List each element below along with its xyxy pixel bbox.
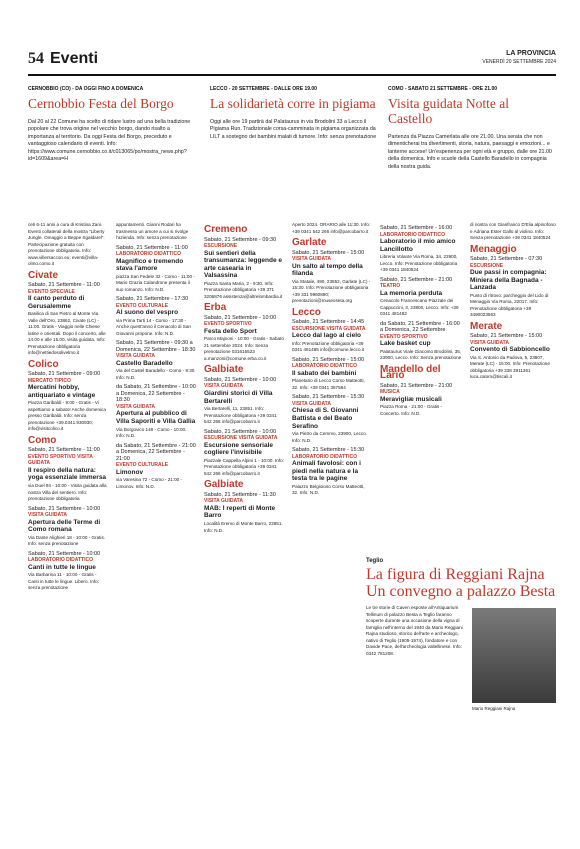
top-body: Oggi alle ore 19 partirà dal Palataurus in via Brodolini 33 a Lecco il Pigiama Run. Tradizionale corsa-camminata in pigiama organizzata da LILT a sostegno dei bambini malati di tumore. Info: senza prenotazione — [210, 119, 377, 140]
town-heading: Merate — [470, 320, 503, 332]
feature-title: La figura di Reggiani Rajna Un convegno a palazzo Besta — [366, 566, 556, 600]
top-tag: COMO - SABATO 21 SETTEMBRE - ORE 21.00 — [388, 86, 498, 92]
event-category: LABORATORIO DIDATTICO — [292, 363, 357, 370]
event-title: Castello Baradello — [116, 359, 173, 367]
event-text: Palataurus Viale Giacomo Brodolini, 35, 23900, Lecco. Info: Senza prenotazione — [380, 348, 462, 361]
event-title: Magnifico e tremendo stava l'amore — [116, 257, 184, 273]
listing-column — [204, 222, 284, 842]
event-category: EVENTO CULTURALE — [116, 302, 169, 309]
event-title: Chiesa di S. Giovanni Battista e del Beato Serafino — [292, 407, 359, 430]
event-title: Escursione sensoriale cogliere l'invisibile — [204, 441, 274, 457]
event-date: da Sabato, 21 Settembre - 16:00 a Domenica, 22 Settembre — [380, 320, 460, 334]
event-title: Convento di Sabbioncello — [470, 346, 550, 354]
event-category: EVENTO SPORTIVO — [204, 321, 252, 328]
top-tag: CERNOBBIO (CO) - DA OGGI FINO A DOMENICA — [28, 86, 144, 92]
event-category: TEATRO — [380, 283, 401, 290]
event-date: Sabato, 21 Settembre - 11:00 — [28, 447, 100, 454]
event-title: Mercatini hobby, antiquariato e vintage — [28, 384, 96, 399]
event-category: ESCURSIONE — [204, 243, 238, 249]
event-text: di nostra con Gianfranco D'Elia alpinofono e Adriana Ester Gallo al violino. Info: Senza prenotazione +39 0341 1840524 — [470, 222, 556, 240]
top-story — [388, 86, 556, 171]
event-date: Sabato, 21 Settembre - 15:30 — [292, 394, 365, 401]
event-date: Sabato, 21 Settembre - 17:30 — [116, 296, 189, 303]
listing-column — [380, 222, 462, 552]
event-category: LABORATORIO DIDATTICO — [292, 453, 357, 460]
event-text: Piazza Santa Maria, 2 - 9:30. Info: Prenotazione obbligatoria +39 371 3206876 assistenza@altrelombardia.it — [204, 280, 283, 299]
event-text: Parco Majnoni - 10:00 - Gratis - Sabato 21 settembre 2024. Info: Senza prenotazione 031615523 a.manzoni@comune.erba.co.it — [204, 336, 284, 361]
event-date: Sabato, 21 Settembre - 15:30 — [292, 447, 365, 454]
top-story — [28, 86, 194, 163]
event-date: Sabato, 21 Settembre - 15:00 — [292, 356, 365, 363]
feature-tag: Teglio — [366, 558, 384, 564]
event-category: ESCURSIONE VISITA GUIDATA — [204, 435, 278, 442]
event-text: Via Barbarina 11 - 10:00 - Gratis - Canti in tutte le lingue. Libero. Info: senza prenotazione — [28, 572, 99, 591]
event-category: LABORATORIO DIDATTICO — [116, 251, 181, 257]
event-title: Laboratorio il mio amico Lancillotto — [380, 238, 456, 253]
town-heading: Galbiate — [204, 479, 244, 491]
event-date: Sabato, 21 Settembre - 11:30 — [204, 491, 276, 498]
event-text: Piazza Garibaldi - 9:00 - Gratis - Vi aspettiamo a sabato! Anche domenica presso Garibaldi. Info: senza prenotazione +39.0341.930930; info@visitcolico.it — [28, 400, 106, 432]
event-date: Sabato, 21 Settembre - 15:00 — [292, 249, 365, 256]
event-date: Sabato, 21 Settembre - 10:00 — [204, 314, 277, 321]
event-text: Piazzale Cappella Alpini 1 - 10:00. Info: Prenotazione obbligatoria +39 0341 542 266 info@parcobarro.it — [204, 457, 284, 476]
event-date: Sabato, 21 Settembre - 11:00 — [116, 244, 188, 251]
listing-column — [116, 222, 196, 842]
event-title: Lecco dal lago al cielo — [292, 332, 361, 340]
event-category: VISITA GUIDATA — [28, 512, 67, 519]
feature-body: Le tre storie di Caven esposte all'Antiquarium Tellinum di palazzo Besta a Teglio faranno scoperte durante una occasione della vigna di famiglia nell'interno del 1940 da Mario Reggiani Rajna studioso, storico dell'arte e archeologo, nativo di Teglio (1905-1974), fondatore e con Davide Pace, dell'archeologia valtellinese. Info: 0342 781208. — [366, 605, 463, 656]
event-date: Sabato, 21 Settembre - 15:00 — [470, 333, 543, 340]
town-heading: Galbiate — [204, 364, 244, 376]
top-body: Dal 20 al 22 Comune ha scelto di ridare lustro ad una bella tradizione popolare che trova origine nel vecchio borgo, dando risalto a importanza al territorio. Da oggi Festa del Borgo, preceduto e vantaggioso calendario di eventi. Info: https://www.comune.cernobbio.co.it/c013065/po/mostra_news.php?id=1609&area=H — [28, 119, 191, 163]
event-category: EVENTO SPORTIVO — [380, 333, 428, 340]
event-date: Sabato, 21 Settembre - 09:30 a Domenica, 22 Settembre - 18:30 — [116, 340, 196, 353]
event-date: Sabato, 21 Settembre - 10:00 — [28, 505, 101, 512]
event-title: Giardini storici di Villa Bertarelli — [204, 389, 273, 405]
header-rule — [28, 74, 556, 76]
top-tag: LECCO - 20 SETTEMBRE - DALLE ORE 19.00 — [210, 86, 317, 92]
town-heading: Cremeno — [204, 224, 248, 235]
event-text: via Varesina 72 - Como - 21:00 - Limonov. Info: N.D. — [116, 477, 183, 489]
event-text: Libreria Volante Via Roma, 34, 23900, Lecco. Info: Prenotazione obbligatoria +39 0341 1840524 — [380, 254, 458, 273]
event-category: EVENTO SPORTIVO VISITA GUIDATA — [28, 453, 93, 467]
event-date: Sabato, 21 Settembre - 21:00 — [380, 382, 453, 389]
top-title: Visita guidata Notte al Castello — [388, 96, 510, 126]
event-title: Il respiro della natura: yoga essenziale immersa — [28, 466, 107, 482]
event-text: Via Bertarelli, 11, 23851. Info: Prenotazione obbligatoria +39 0341 542 266 info@parcobarro.it — [204, 406, 277, 425]
town-heading: Lecco — [292, 306, 321, 318]
page-number: 54 — [28, 50, 44, 67]
event-title: Limonov — [116, 468, 144, 476]
issue-date: VENERDÌ 20 SETTEMBRE 2024 — [482, 59, 556, 65]
event-category: LABORATORIO DIDATTICO — [28, 557, 93, 564]
town-heading: Colico — [28, 358, 59, 370]
event-title: La memoria perduta — [380, 289, 443, 297]
event-title: Un salto al tempo della filanda — [292, 262, 363, 278]
event-date: Sabato, 21 Settembre - 09:00 — [28, 371, 101, 378]
event-title: Al suono del vespro — [116, 309, 179, 317]
event-date: Sabato, 21 Settembre - 10:00 — [204, 376, 277, 383]
event-date: da Sabato, 21 Settembre - 10:00 a Domenica, 22 Settembre - 18:30 — [116, 384, 196, 404]
event-text: Punto di ritrovo: parcheggio del Lido di Menaggio Via Roma, 22017. Info: Prenotazione obbligatoria +39 3490023563 — [470, 292, 549, 318]
event-category: VISITA GUIDATA — [470, 339, 509, 346]
event-text: Via Pietro da Cemmo, 23900, Lecco. Info: N.D. — [292, 431, 367, 443]
top-title: La solidarietà corre in pigiama — [210, 96, 376, 111]
portrait-photo — [472, 608, 556, 703]
top-story — [210, 86, 380, 141]
event-date: Sabato, 21 Settembre - 09:30 — [204, 236, 277, 243]
event-category: LABORATORIO DIDATTICO — [380, 231, 445, 238]
event-title: Il sabato dei bambini — [292, 369, 357, 377]
event-category: VISITA GUIDATA — [292, 400, 331, 407]
masthead — [28, 50, 556, 72]
event-title: MAB: I reperti di Monte Barro — [204, 504, 276, 520]
event-title: Apertura al pubblico di Villa Saporiti e Villa Gallia — [116, 410, 196, 425]
event-date: Sabato, 21 Settembre - 14:45 — [292, 319, 365, 326]
event-title: Animali favolosi: con i piedi nella natura e la testa tra le pagine — [292, 460, 361, 483]
event-category: MUSICA — [380, 389, 400, 396]
event-text: Via Borgovico 148 - Como - 10:00. Info: N.D. — [116, 426, 187, 439]
event-text: ceti 6-11 anni a cura di Kristina Zani. Eventi collaterali della mostra "Liberty Jungle. Omaggio a Beppe Sgaldarel". Partecipazione gratuita con prenotazione obbligatoria. Info: www.villersaccon.eu; eventi@villa-olmo.como.it — [28, 222, 105, 266]
event-text: Piazza Roma - 21:00 - Gratis - Concerto. Info: N.D. — [380, 404, 443, 416]
event-text: Basilica di San Pietro al Monte Via Valle dell'Oro, 23862, Civate (LC) - 11:00. Gratis - Viaggio nelle Chiese latine e orientali. Dopo il concerto, alle 14.00 e alle 15.00, visita guidata. Info: Prenotazione obbligatoria info@nettiedosolivelmo.it — [28, 311, 106, 356]
event-text: Aperto 2024. ORARIO alle 11:30. Info: +39 0341 542 266 info@parcobarro.it — [292, 222, 371, 234]
event-text: appuntamenti. Gianni Rodari ha trasmesso un amore a cui si rivolge l'azienda. Info: senza prenotazione — [116, 222, 189, 240]
event-date: da Sabato, 21 Settembre - 21:00 a Domenica, 22 Settembre - 21:00 — [116, 442, 196, 462]
event-title: Lake basket cup — [380, 340, 431, 348]
event-date: Sabato, 21 Settembre - 07:30 — [470, 256, 543, 262]
event-date: Sabato, 21 Settembre - 10:00 — [204, 428, 277, 435]
event-category: VISITA GUIDATA — [204, 498, 243, 505]
event-category: VISITA GUIDATA — [116, 403, 155, 410]
town-heading: Como — [28, 434, 57, 446]
listing-column — [470, 222, 556, 552]
event-category: EVENTO SPECIALE — [28, 288, 75, 295]
event-text: Via del Castel Baradello - Como - 9:30. Info: N.D. — [116, 368, 196, 380]
event-text: Cenacolo Francescano Piazzale dei Cappuccini, 3, 23900, Lecco. Info: +39 0341 481482 — [380, 298, 459, 317]
event-category: VISITA GUIDATA — [292, 256, 331, 262]
photo-caption: Mario Reggiani Rajna — [472, 706, 516, 711]
section-title: Eventi — [50, 50, 99, 67]
top-title: Cernobbio Festa del Borgo — [28, 96, 174, 111]
event-date: Sabato, 21 Settembre - 10:00 — [28, 550, 101, 557]
event-text: piazza San Fedele 32 - Como - 11:00 - Mario Grazia Calandrone presenta il suo romanzo. Info: N.D. — [116, 273, 195, 292]
event-text: Località Eremo di Monte Barro, 23851. Info: N.D. — [204, 521, 283, 533]
event-text: Via Dante Alighieri 18 - 10:00 - Gratis. Info: senza prenotazione — [28, 534, 106, 547]
event-text: Info: Prenotazione obbligatoria +39 0341 481485 info@comune.lecco.it — [292, 340, 365, 353]
event-text: Via S. Antonio da Padova, 5, 23807, Merate (LC) - 15:00. Info: Prenotazione obbligatoria +39 338 3911361 luca.caloro@tiscali.it — [470, 354, 550, 380]
town-heading: Menaggio — [470, 243, 517, 255]
event-title: Festa dello Sport — [204, 327, 257, 335]
event-text: via Duel 84 - 10:00 - Visita guidata alla nostra Villa del sentiero. Info: prenotazione obbligatoria — [28, 483, 107, 502]
event-title: Canti in tutte le lingue — [28, 563, 96, 571]
newspaper-name: LA PROVINCIA — [506, 50, 556, 57]
event-category: EVENTO CULTURALE — [116, 462, 169, 469]
event-text: Palazzo Belgioioso Corso Matteotti, 32. Info: N.D. — [292, 483, 365, 496]
event-title: Due passi in compagnia: Miniera della Bagnada - Lanzada — [470, 269, 547, 292]
event-date: Sabato, 21 Settembre - 21:00 — [380, 276, 453, 283]
event-text: Via Statale, 490, 23852, Garlate (LC) - 15:30. Info: Prenotazione obbligatoria +39 331 9960890; prenotazioni@museoseta.org — [292, 278, 371, 304]
event-title: Sui sentieri della transumanza: leggende e arte casearia in Valsassina — [204, 249, 283, 280]
event-title: Meravigliæ musicali — [380, 395, 442, 403]
town-heading: Civate — [28, 269, 59, 281]
event-category: MERCATO TIPICO — [28, 377, 71, 384]
event-category: VISITA GUIDATA — [116, 353, 155, 360]
event-text: via Prima Tarti 14 - Como - 17:30 - Anche quest'anno il Cenacolo di San Giovanni propone. Info: N.D. — [116, 317, 191, 336]
event-title: Apertura delle Terme di Como romana — [28, 518, 101, 534]
event-date: Sabato, 21 Settembre - 16:00 — [380, 225, 453, 231]
top-body: Partenza da Piazza Camerlata alle ore 21.00. Una serata che non dimenticherai tra divertimenti, storia, natura, paesaggi e emozioni... e lanterne accese! Un'esperienza per ogni età e gruppo, dalle ore 21.00 della domenica. Info e scuole della Castello Baradello in compagnia della nostra guida. — [388, 134, 552, 170]
event-category: ESCURSIONE — [470, 262, 504, 269]
event-category: ESCURSIONE VISITA GUIDATA — [292, 325, 366, 332]
event-date: Sabato, 21 Settembre - 11:00 — [28, 282, 100, 288]
town-heading: Erba — [204, 302, 227, 314]
town-heading: Mandello del Lario — [380, 363, 441, 382]
listing-column — [28, 222, 108, 842]
event-title: Il canto perduto di Gerusalemme — [28, 295, 85, 310]
listing-column — [292, 222, 372, 842]
event-text: Planetario di Lecco Corso Matteotti, 32. Info: +39 0341 367584 — [292, 378, 365, 390]
town-heading: Garlate — [292, 237, 327, 248]
event-category: VISITA GUIDATA — [204, 383, 243, 390]
